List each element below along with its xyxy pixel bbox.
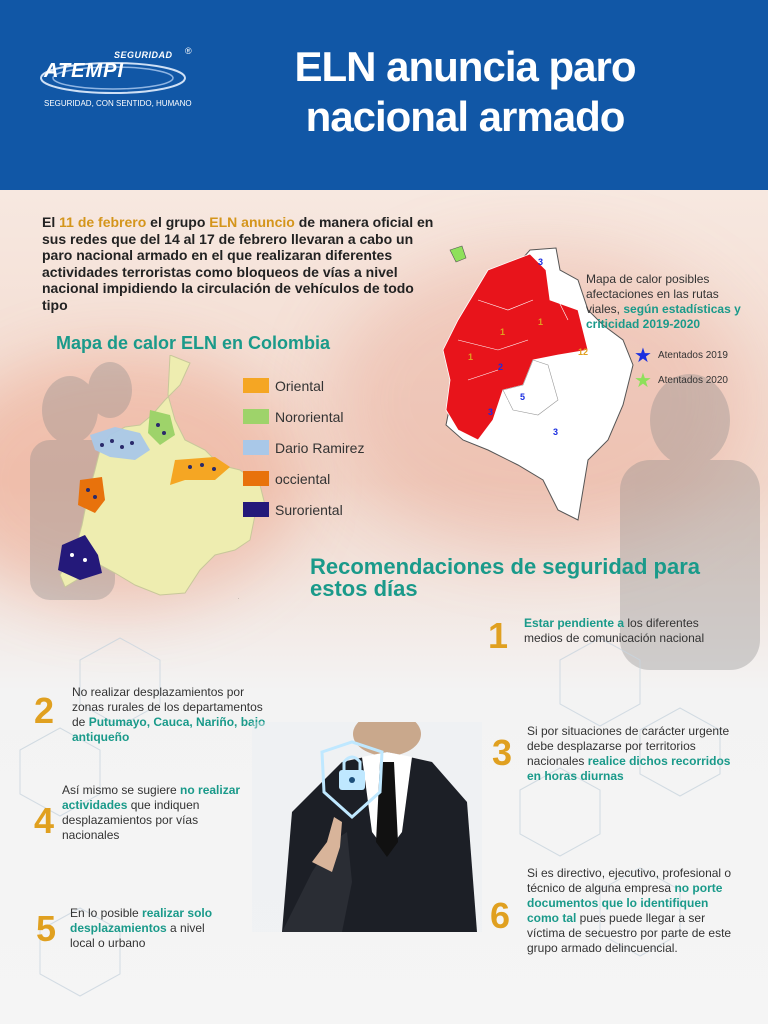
svg-text:3: 3 (553, 427, 559, 437)
star-icon: ★ (634, 370, 652, 392)
recommendation-3 (527, 724, 747, 784)
star-legend-label: Atentados 2020 (657, 375, 728, 386)
legend-item-dario-ramirez (243, 432, 364, 463)
intro-text: El (42, 214, 60, 230)
svg-text:3: 3 (538, 257, 544, 267)
intro-paragraph (42, 214, 442, 313)
title-line-2: nacional armado (305, 93, 625, 140)
logo-small-text: SEGURIDAD (114, 50, 173, 60)
header-banner (0, 0, 768, 190)
legend-swatch (243, 440, 269, 455)
svg-text:1: 1 (468, 352, 474, 362)
rec-text: a nivel local o urbano (70, 921, 205, 950)
rec-text: pues puede llegar a ser víctima de secuestro por parte de este grupo armado delincuencial. (527, 911, 732, 955)
svg-text:3: 3 (488, 407, 494, 417)
recommendations-title: Recomendaciones de seguridad para estos días (310, 554, 701, 601)
rec-text: Si es directivo, ejecutivo, profesional o técnico de alguna empresa (527, 866, 732, 895)
rec-highlight: realizar solo desplazamientos (70, 906, 213, 935)
right-caption-highlight: según estadísticas y criticidad 2019-2020 (586, 302, 741, 331)
rec-highlight: Estar pendiente a (524, 616, 625, 630)
rec-highlight: realice dichos recorridos en horas diurnas (527, 754, 731, 783)
recommendation-6 (527, 866, 742, 956)
svg-text:2: 2 (498, 362, 504, 372)
rec-text: que indiquen desplazamientos por vías nacionales (62, 798, 200, 842)
legend-label: Suroriental (275, 501, 343, 518)
rec-number-5: 5 (36, 908, 57, 949)
star-legend-label: Atentados 2019 (657, 350, 728, 361)
recommendation-4 (62, 783, 257, 843)
left-map-title: Mapa de calor ELN en Colombia (56, 333, 331, 353)
businessman-lock-illustration (252, 722, 482, 932)
rec-highlight: no realizar actividades (62, 783, 241, 812)
svg-text:5: 5 (520, 392, 526, 402)
rec-number-4: 4 (34, 800, 55, 841)
logo-registered-mark: ® (185, 46, 192, 56)
legend-item-occidental (243, 463, 364, 494)
recommendation-5 (70, 906, 220, 951)
recommendation-1 (524, 616, 724, 646)
svg-text:1: 1 (538, 317, 544, 327)
logo-main-text: ATEMPI (44, 60, 125, 82)
rec-text: Así mismo se sugiere (62, 783, 181, 797)
legend-swatch (243, 471, 269, 486)
rec-number-2: 2 (34, 690, 55, 731)
map-islands (450, 246, 466, 262)
recommendation-2 (72, 685, 268, 745)
legend-swatch (243, 378, 269, 393)
legend-swatch (243, 409, 269, 424)
rec-text: En lo posible (70, 906, 143, 920)
rec-number-6: 6 (490, 895, 511, 936)
legend-label: Oriental (275, 377, 325, 394)
page-title (270, 42, 660, 142)
intro-text: el grupo (146, 214, 210, 230)
legend-label: Dario Ramirez (275, 439, 365, 456)
svg-text:12: 12 (578, 347, 589, 357)
svg-text:·: · (238, 596, 240, 600)
legend-item-suroriental (243, 494, 364, 525)
rec-highlight: no porte documentos que lo identifiquen como tal (527, 881, 723, 925)
legend-swatch (243, 502, 269, 517)
rec-text: los diferentes medios de comunicación nacional (524, 616, 705, 645)
svg-text:1: 1 (500, 327, 506, 337)
right-map-caption (586, 272, 756, 332)
rec-highlight: Putumayo, Cauca, Nariño, bajo antiqueño (72, 715, 266, 744)
rec-text: No realizar desplazamientos por zonas rurales de los departamentos de (72, 685, 263, 729)
star-icon: ★ (634, 345, 652, 367)
legend-attacks-2019 (634, 343, 728, 368)
right-caption-text: Mapa de calor posibles afectaciones en las rutas viales, (586, 272, 719, 316)
logo-tagline: SEGURIDAD, CON SENTIDO, HUMANO (44, 99, 192, 108)
colombia-heat-map (40, 355, 270, 600)
atempi-logo (44, 46, 204, 120)
intro-text: de manera oficial en sus redes que del 14 al 17 de febrero llevaran a cabo un paro nacional armado en el que realizaran diferentes actividades terroristas como bloqueos de vías a nivel nacional impidiendo la circulación de vehículos de todo tipo (42, 214, 434, 313)
rec-number-3: 3 (492, 732, 513, 773)
rec-number-1: 1 (488, 615, 509, 656)
rec-text: Si por situaciones de carácter urgente debe desplazarse por territorios nacionales (527, 724, 730, 768)
legend-item-nororiental (243, 401, 364, 432)
intro-highlight-date: 11 de febrero (59, 214, 147, 230)
intro-highlight-eln: ELN anuncio (209, 214, 295, 230)
legend-item-oriental (243, 370, 364, 401)
legend-label: Nororiental (275, 408, 344, 425)
legend-attacks-2020 (634, 368, 728, 393)
left-map-legend (243, 370, 364, 525)
legend-label: occiental (275, 470, 331, 487)
title-line-1: ELN anuncia paro (294, 43, 636, 90)
